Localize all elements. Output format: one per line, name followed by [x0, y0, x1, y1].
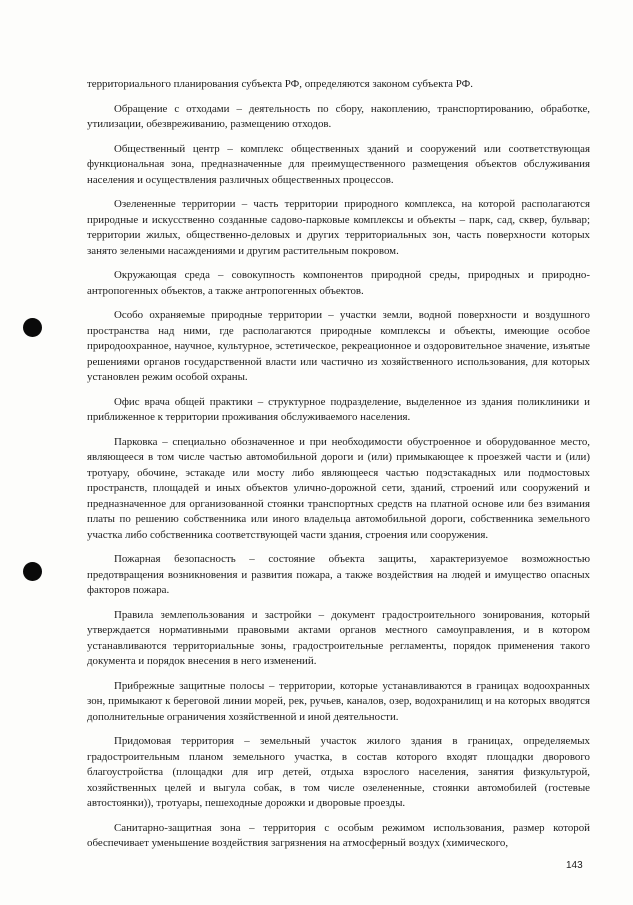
paragraph: Общественный центр – комплекс общественных зданий и сооружений или соответствующая функциональная зона, предназначенные для преимущественного размещения объектов обслуживания населения и осуществления различных общественных процессов.: [87, 142, 590, 186]
paragraph: Пожарная безопасность – состояние объекта защиты, характеризуемое возможностью предотвращения возникновения и развития пожара, а также воздействия на людей и имущество опасных факторов пожара.: [87, 553, 590, 596]
paragraph: Обращение с отходами – деятельность по сбору, накоплению, транспортированию, обработке, утилизации, обезвреживанию, размещению отходов.: [87, 102, 590, 130]
paragraph: Парковка – специально обозначенное и при необходимости обустроенное и оборудованное место, являющееся в том числе частью автомобильной дороги и (или) примыкающее к проезжей части и (или) тротуару, обочине, эстакаде или мосту либо являющееся частью подэстакадных или подмостовых пространств, площадей и иных объектов улично-дорожной сети, зданий, строений или сооружений и предназначенное для организованной стоянки транспортных средств на платной основе или без взимания платы по решению собственника или иного владельца автомобильной дороги, собственника земельного участка либо собственника соответствующей части здания, строения или сооружения.: [87, 435, 590, 541]
paragraph: Озелененные территории – часть территории природного комплекса, на которой располагаются природные и искусственно созданные садово-парковые комплексы и объекты – парк, сад, сквер, бульвар; территории жилых, общественно-деловых и других территориальных зон, часть поверхности которых занято зелеными насаждениями и другим растительным покровом.: [87, 198, 590, 257]
binder-hole: [23, 562, 42, 581]
paragraph: Особо охраняемые природные территории – участки земли, водной поверхности и воздушного пространства над ними, где располагаются природные комплексы и объекты, имеющие особое природоохранное, научное, культурное, эстетическое, рекреационное и оздоровительное значение, изъятые решениями органов государственной власти или частично из хозяйственного использования, для которых установлен режим особой охраны.: [87, 309, 590, 383]
paragraph: территориального планирования субъекта РФ, определяются законом субъекта РФ.: [87, 78, 473, 90]
binder-hole: [23, 318, 42, 337]
page-number: 143: [566, 860, 583, 871]
paragraph: Окружающая среда – совокупность компонентов природной среды, природных и природно-антропогенных объектов, а также антропогенных объектов.: [87, 269, 590, 297]
paragraph: Прибрежные защитные полосы – территории, которые устанавливаются в границах водоохранных зон, примыкают к береговой линии морей, рек, ручьев, каналов, озер, водохранилищ и на которых вводятся дополнительные ограничения хозяйственной и иной деятельности.: [87, 679, 590, 723]
paragraph: Санитарно-защитная зона – территория с особым режимом использования, размер которой обеспечивает уменьшение воздействия загрязнения на атмосферный воздух (химического,: [87, 821, 590, 849]
document-body: [87, 77, 590, 861]
paragraph: Офис врача общей практики – структурное подразделение, выделенное из здания поликлиники и приближенное к территории проживания обслуживаемого населения.: [87, 395, 590, 423]
paragraph: Правила землепользования и застройки – документ градостроительного зонирования, который утверждается нормативными правовыми актами органов местного самоуправления, и в котором устанавливаются территориальные зоны, градостроительные регламенты, порядок применения такого документа и порядок внесения в него изменений.: [87, 608, 590, 667]
paragraph: Придомовая территория – земельный участок жилого здания в границах, определяемых градостроительным планом земельного участка, в состав которого входят площадки дворового благоустройства (площадки для игр детей, отдыха взрослого населения, занятия физкультурой, хозяйственных целей и выгула собак, в том числе озелененные, стоянки автомобилей (гостевые автостоянки)), тротуары, пешеходные дорожки и дворовые проезды.: [87, 735, 590, 809]
